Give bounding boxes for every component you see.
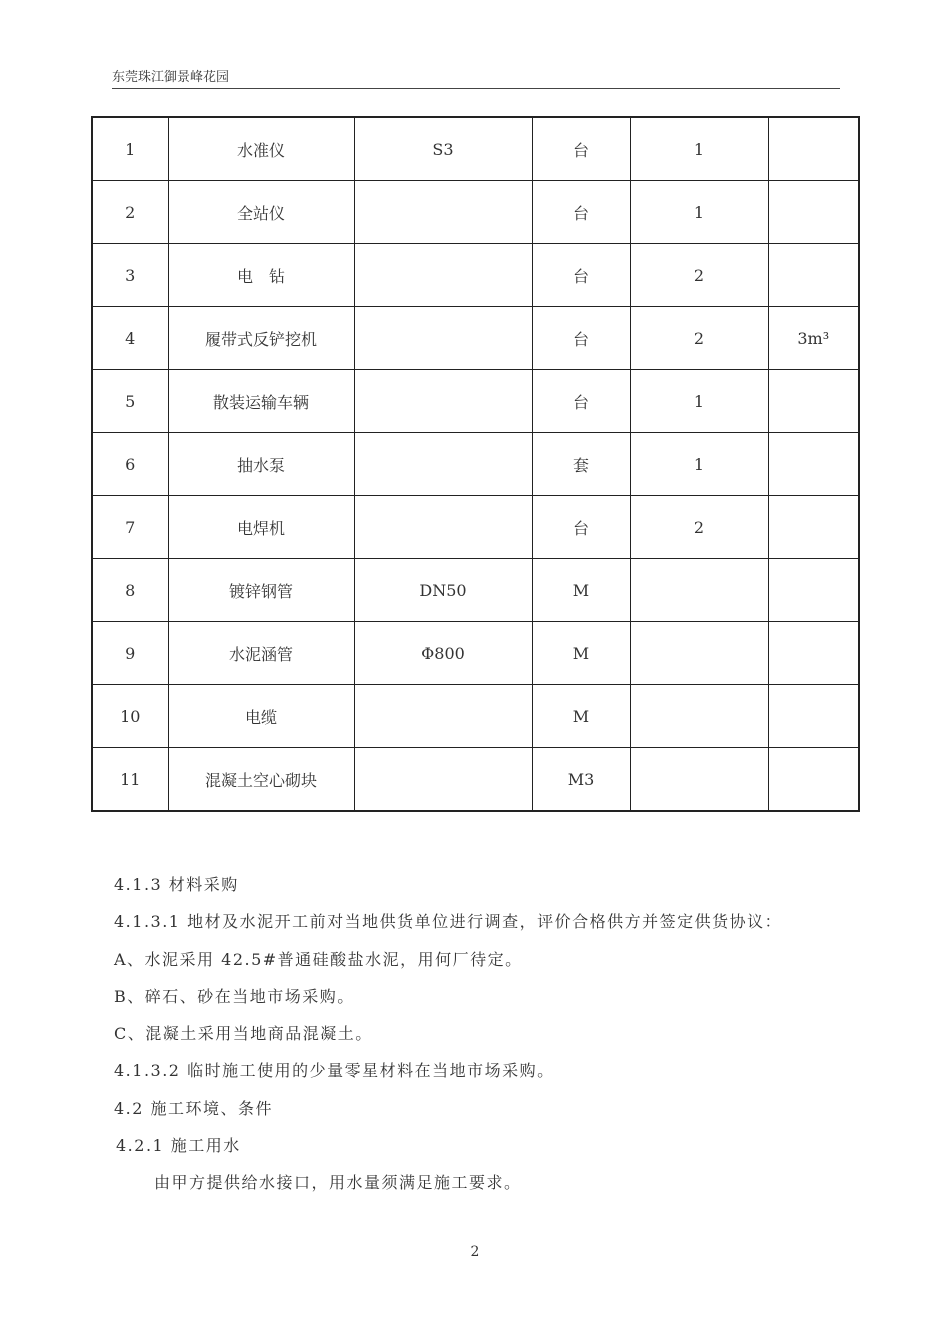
cell-spec: Φ800 [354, 622, 532, 685]
cell-note [768, 496, 859, 559]
page-header [112, 66, 840, 89]
cell-quantity: 1 [630, 433, 768, 496]
paragraph-4-1-3-1: 4.1.3.1 地材及水泥开工前对当地供货单位进行调查，评价合格供方并签定供货协议： [114, 912, 783, 932]
cell-number: 10 [92, 685, 168, 748]
paragraph-water-supply: 由甲方提供给水接口，用水量须满足施工要求。 [154, 1173, 522, 1193]
table-row [92, 244, 859, 307]
cell-note [768, 622, 859, 685]
cell-number: 1 [92, 117, 168, 181]
cell-note [768, 433, 859, 496]
cell-name: 全站仪 [168, 181, 354, 244]
cell-name: 散装运输车辆 [168, 370, 354, 433]
cell-note [768, 370, 859, 433]
cell-quantity: 1 [630, 181, 768, 244]
cell-note [768, 181, 859, 244]
cell-spec [354, 496, 532, 559]
cell-quantity [630, 685, 768, 748]
cell-spec [354, 244, 532, 307]
paragraph-item-c: C、混凝土采用当地商品混凝土。 [114, 1024, 373, 1044]
cell-number: 3 [92, 244, 168, 307]
table-row [92, 496, 859, 559]
cell-number: 9 [92, 622, 168, 685]
cell-spec [354, 370, 532, 433]
table-row [92, 433, 859, 496]
table-row [92, 685, 859, 748]
cell-name: 履带式反铲挖机 [168, 307, 354, 370]
cell-note: 3m³ [768, 307, 859, 370]
table-row [92, 307, 859, 370]
paragraph-4-1-3-2: 4.1.3.2 临时施工使用的少量零星材料在当地市场采购。 [114, 1061, 555, 1081]
table-row [92, 117, 859, 181]
cell-spec [354, 685, 532, 748]
cell-quantity [630, 748, 768, 812]
cell-note [768, 117, 859, 181]
cell-unit: 台 [532, 307, 630, 370]
cell-unit: M [532, 685, 630, 748]
paragraph-item-b: B、碎石、砂在当地市场采购。 [114, 986, 355, 1006]
cell-quantity: 1 [630, 370, 768, 433]
cell-unit: 套 [532, 433, 630, 496]
cell-unit: M [532, 622, 630, 685]
cell-unit: 台 [532, 181, 630, 244]
equipment-table [91, 116, 860, 812]
cell-spec: S3 [354, 117, 532, 181]
table-row [92, 559, 859, 622]
cell-number: 11 [92, 748, 168, 812]
page-number: 2 [470, 1244, 480, 1260]
cell-number: 6 [92, 433, 168, 496]
cell-name: 镀锌钢管 [168, 559, 354, 622]
body-text [114, 866, 854, 1202]
cell-quantity [630, 622, 768, 685]
cell-name: 水泥涵管 [168, 622, 354, 685]
cell-number: 8 [92, 559, 168, 622]
cell-unit: 台 [532, 244, 630, 307]
table-row [92, 181, 859, 244]
cell-unit: M3 [532, 748, 630, 812]
cell-number: 5 [92, 370, 168, 433]
paragraph-item-a: A、水泥采用 42.5#普通硅酸盐水泥，用何厂待定。 [114, 949, 523, 969]
cell-unit: 台 [532, 496, 630, 559]
cell-number: 2 [92, 181, 168, 244]
cell-spec: DN50 [354, 559, 532, 622]
table-row [92, 748, 859, 812]
cell-unit: M [532, 559, 630, 622]
cell-spec [354, 181, 532, 244]
cell-quantity: 2 [630, 244, 768, 307]
cell-spec [354, 748, 532, 812]
header-title: 东莞珠江御景峰花园 [112, 70, 230, 85]
cell-note [768, 559, 859, 622]
cell-note [768, 685, 859, 748]
cell-unit: 台 [532, 117, 630, 181]
cell-spec [354, 307, 532, 370]
cell-name: 混凝土空心砌块 [168, 748, 354, 812]
cell-name: 电 钻 [168, 244, 354, 307]
cell-number: 7 [92, 496, 168, 559]
cell-name: 抽水泵 [168, 433, 354, 496]
cell-note [768, 244, 859, 307]
section-heading-4-2-1: 4.2.1 施工用水 [116, 1136, 241, 1156]
cell-unit: 台 [532, 370, 630, 433]
cell-quantity [630, 559, 768, 622]
cell-name: 水准仪 [168, 117, 354, 181]
table-row [92, 622, 859, 685]
cell-quantity: 1 [630, 117, 768, 181]
section-heading-4-2: 4.2 施工环境、条件 [114, 1098, 274, 1118]
cell-quantity: 2 [630, 307, 768, 370]
cell-number: 4 [92, 307, 168, 370]
cell-name: 电缆 [168, 685, 354, 748]
section-heading-4-1-3: 4.1.3 材料采购 [114, 875, 239, 894]
cell-name: 电焊机 [168, 496, 354, 559]
cell-quantity: 2 [630, 496, 768, 559]
cell-note [768, 748, 859, 812]
cell-spec [354, 433, 532, 496]
equipment-table-body [92, 117, 859, 811]
table-row [92, 370, 859, 433]
